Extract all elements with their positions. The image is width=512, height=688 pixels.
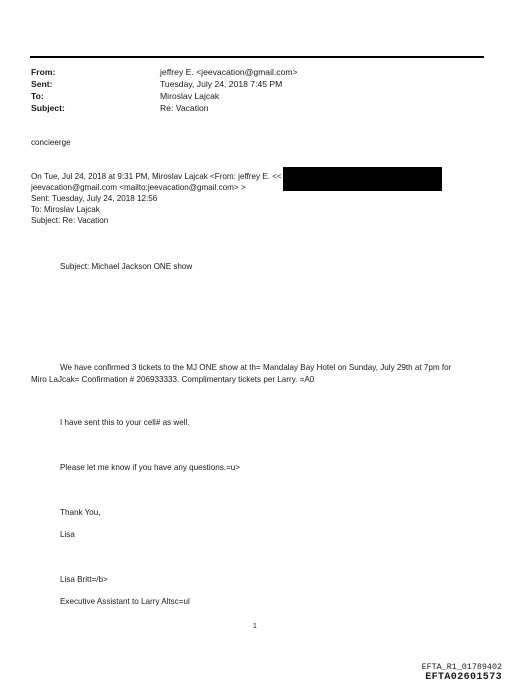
quoted-to: To: Miroslav Lajcak bbox=[31, 205, 100, 214]
subject-label: Subject: bbox=[31, 103, 65, 113]
bates-number-2: EFTA02601573 bbox=[425, 672, 502, 683]
sent-label: Sent: bbox=[31, 79, 53, 89]
redaction-box bbox=[283, 167, 442, 191]
reply-body: concieerge bbox=[31, 138, 71, 147]
quoted-subject: Subject: Re: Vacation bbox=[31, 216, 109, 225]
quoted-sent: Sent: Tuesday, July 24, 2018 12:56 bbox=[31, 194, 158, 203]
page-number: 1 bbox=[253, 623, 257, 630]
to-label: To: bbox=[31, 91, 44, 101]
signature-name: Lisa Britt=/b> bbox=[60, 575, 108, 584]
quoted-line-2: jeevacation@gmail.com <mailto:jeevacation@gmail.com> > bbox=[31, 183, 246, 192]
body-para1-line2: Miro LaJcak= Confirmation # 206933333. Complimentary tickets per Larry. =A0 bbox=[31, 375, 315, 384]
body-para2: I have sent this to your cell# as well. bbox=[60, 418, 190, 427]
inner-subject: Subject: Michael Jackson ONE show bbox=[60, 262, 193, 271]
body-para3: Please let me know if you have any questions.=u> bbox=[60, 463, 240, 472]
closing-name: Lisa bbox=[60, 530, 75, 539]
signature-title: Executive Assistant to Larry Altsc=ul bbox=[60, 597, 190, 606]
bates-number-1: EFTA_R1_01789402 bbox=[421, 662, 502, 672]
body-para1-line1: We have confirmed 3 tickets to the MJ ONE show at th= Mandalay Bay Hotel on Sunday, July 29th at 7pm for bbox=[60, 363, 452, 372]
quoted-line-1: On Tue, Jul 24, 2018 at 9:31 PM, Miroslav Lajcak <From: jeffrey E. << bbox=[31, 172, 282, 181]
from-value: jeffrey E. <jeevacation@gmail.com> bbox=[160, 67, 298, 77]
to-value: Miroslav Lajcak bbox=[160, 91, 220, 101]
sent-value: Tuesday, July 24, 2018 7:45 PM bbox=[160, 79, 283, 89]
subject-value: Re: Vacation bbox=[160, 103, 209, 113]
header-rule bbox=[30, 56, 484, 58]
closing-thanks: Thank You, bbox=[60, 508, 101, 517]
from-label: From: bbox=[31, 67, 56, 77]
